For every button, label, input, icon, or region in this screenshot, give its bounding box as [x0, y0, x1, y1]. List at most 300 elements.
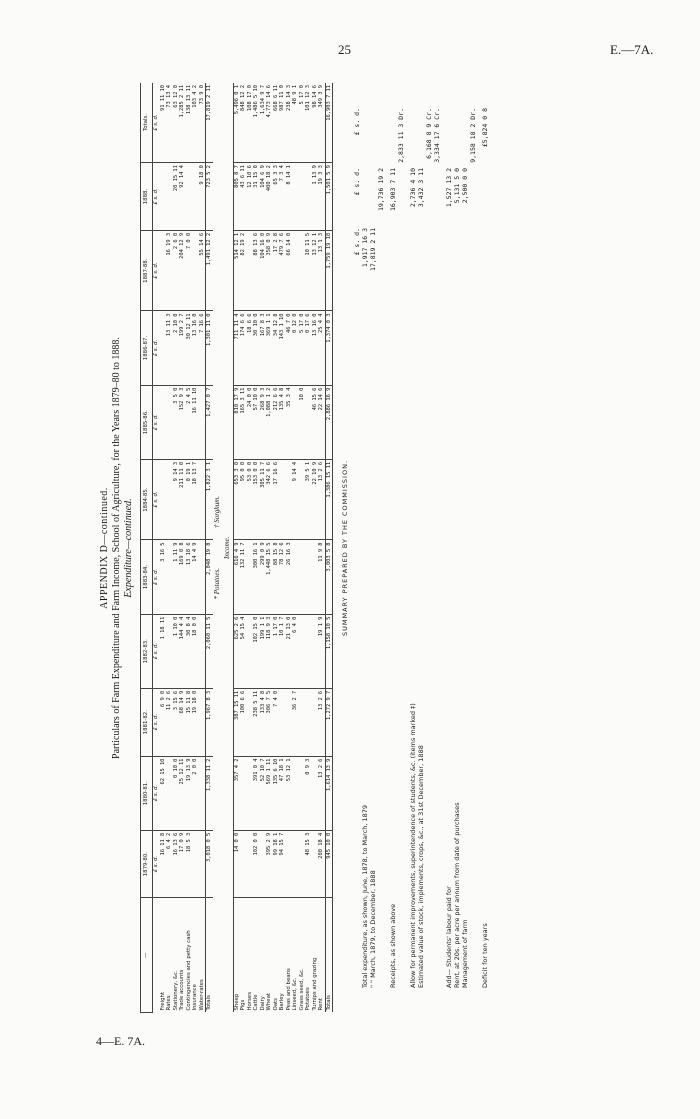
table-cell: 54 15 4 — [240, 614, 247, 688]
table-cell: 987 11 0 — [279, 83, 286, 163]
table-cell: 13 11 3 — [166, 311, 173, 385]
table-cell: 22 10 9 — [312, 459, 319, 540]
row-label: Linseed, &c. — [292, 977, 298, 1011]
summary-amount — [481, 228, 489, 288]
summary-row — [397, 108, 405, 988]
table-cell: 17,819 2 11 — [206, 83, 213, 163]
table-cell: 391 0 4 — [253, 756, 260, 830]
column-header: 1887-88. — [141, 230, 153, 311]
unit-cell: £ s. d. — [153, 540, 160, 614]
summary-amount — [445, 108, 453, 168]
footer-reference: 4—E. 7A. — [96, 1034, 145, 1048]
table-cell: 12 10 6 — [247, 163, 254, 231]
table-cell: 1,374 0 3 — [325, 311, 333, 385]
table-cell: 144 4 4 — [179, 614, 186, 688]
table-cell: 30 10 0 — [253, 311, 260, 385]
row-label: Rent — [318, 998, 324, 1011]
summary-row — [417, 108, 425, 988]
summary-amount — [481, 168, 489, 228]
table-cell: 62 15 10 — [160, 756, 167, 830]
table-cell: 65 3 3 — [273, 163, 280, 231]
table-cell: 82 19 2 — [240, 230, 247, 311]
table-cell: 9 18 0 — [199, 163, 206, 231]
table-cell: 16 13 6 — [173, 830, 180, 898]
summary-section — [341, 108, 489, 988]
table-cell: 91 11 10 — [160, 83, 167, 163]
income-row — [233, 83, 240, 1013]
summary-label: Total expenditure, as shown, June, 1878, to March, 1879 — [361, 804, 369, 988]
table-cell: 2 10 0 — [173, 311, 180, 385]
table-cell: 13 1 3 — [318, 230, 325, 311]
table-cell: 349 3 9 — [318, 83, 325, 163]
summary-amount — [453, 108, 461, 168]
table-cell: 1,427 0 7 — [206, 385, 213, 459]
table-cell: 1,158 10 5 — [325, 614, 333, 688]
row-label: Wheat — [266, 993, 272, 1011]
table-cell: 3,003 5 8 — [325, 540, 333, 614]
table-cell — [199, 385, 206, 459]
summary-unit: £ s. d. — [353, 168, 361, 196]
row-label: Peas and beans — [285, 968, 292, 1011]
column-header: 1886-87. — [141, 311, 153, 385]
unit-cell: £ s. d. — [153, 756, 160, 830]
table-cell: 357 4 2 — [233, 756, 240, 830]
summary-row — [361, 108, 369, 988]
summary-label — [377, 288, 385, 988]
table-cell — [199, 688, 206, 756]
summary-row — [369, 108, 377, 988]
summary-amount: 1,527 13 2 — [445, 168, 453, 208]
summary-amount — [389, 228, 397, 288]
table-cell: 4,773 14 6 — [266, 83, 273, 163]
table-cell: 711 11 4 — [233, 311, 240, 385]
table-cell — [199, 540, 206, 614]
table-cell: 103 4 2 — [192, 83, 199, 163]
table-cell: 14 4 9 — [192, 540, 199, 614]
unit-cell: £ s. d. — [153, 688, 160, 756]
appendix-heading: APPENDIX D—continued. — [99, 487, 110, 609]
table-cell: 2 6 0 — [173, 230, 180, 311]
table-cell: 92 14 4 — [179, 163, 186, 231]
summary-label: Rent, at 20s. per acre per annum from date of purchases — [453, 802, 461, 988]
table-cell: 13 2 6 — [318, 459, 325, 540]
row-label: Pigs — [240, 999, 246, 1011]
table-cell: 3 16 5 — [160, 540, 167, 614]
table-cell: 169 0 8 — [179, 540, 186, 614]
table-cell: 18 0 0 — [192, 614, 199, 688]
table-cell: 299 0 9 — [260, 540, 267, 614]
table-cell: 22 14 6 — [318, 385, 325, 459]
table-cell: 1,448 15 5 — [266, 540, 273, 614]
table-cell: 53 0 0 — [247, 459, 254, 540]
row-label: Trade accounts — [179, 969, 185, 1011]
row-label: Contingencies and petty cash — [185, 930, 192, 1011]
summary-unit: £ s. d. — [353, 108, 361, 136]
table-cell: 43 6 11 — [240, 163, 247, 231]
table-cell — [199, 830, 206, 898]
table-cell: 0 9 3 — [305, 756, 312, 830]
summary-row — [453, 108, 461, 988]
table-cell: 1,272 9 7 — [325, 688, 333, 756]
table-cell: 9 14 4 — [292, 459, 299, 540]
table-cell — [199, 614, 206, 688]
table-cell: 73 13 4 — [166, 83, 173, 163]
table-cell: 104 6 9 — [260, 163, 267, 231]
row-label: Totals — [206, 898, 213, 1013]
summary-amount: 17,819 2 11 — [369, 228, 377, 272]
table-cell: 8 14 1 — [286, 163, 293, 231]
table-cell: 13 16 0 — [192, 311, 199, 385]
table-cell: 174 6 6 — [240, 311, 247, 385]
row-label: Stationery, &c. — [172, 970, 179, 1011]
summary-amount: 9,158 18 2 Dr. — [469, 108, 477, 163]
table-cell: 1,967 8 3 — [206, 688, 213, 756]
table-cell: 1 13 9 — [312, 163, 319, 231]
table-cell: 805 8 7 — [233, 163, 240, 231]
table-cell: 1,088 1 2 — [266, 385, 273, 459]
summary-amount: £5,824 0 8 — [481, 108, 489, 148]
table-cell: 138 13 11 — [186, 83, 193, 163]
income-row — [318, 83, 325, 1013]
summary-label: Management of farm — [461, 919, 469, 988]
table-cell: 34 12 8 — [273, 311, 280, 385]
table-cell: 1,486 5 10 — [253, 83, 260, 163]
summary-label: " " March, 1879, to December, 1888 — [369, 870, 377, 988]
unit-cell: £ s. d. — [153, 83, 160, 163]
table-cell: 653 3 0 — [233, 459, 240, 540]
table-cell: 132 11 7 — [240, 540, 247, 614]
table-cell: 98 14 6 — [312, 83, 319, 163]
table-cell: 18 13 7 — [192, 459, 199, 540]
unit-cell: £ s. d. — [153, 230, 160, 311]
table-cell: 11 9 8 — [318, 540, 325, 614]
table-cell: 1,614 13 9 — [325, 756, 333, 830]
table-cell: 0 12 0 — [292, 311, 299, 385]
table-cell: 395 2 9 — [266, 830, 273, 898]
table-cell: 7 16 6 — [199, 311, 206, 385]
table-cell: 48 9 1 — [292, 83, 299, 163]
summary-rows — [361, 108, 489, 988]
table-cell: 39 5 1 — [305, 459, 312, 540]
table-cell: 723 5 2 — [206, 163, 213, 231]
table-cell: 95 0 0 — [240, 459, 247, 540]
summary-amount — [469, 168, 477, 228]
column-header: 1882-83. — [141, 614, 153, 688]
summary-amount — [433, 168, 441, 228]
table-cell: 1,338 11 2 — [206, 756, 213, 830]
column-header-row — [141, 83, 153, 1013]
table-cell: 53 12 1 — [286, 756, 293, 830]
table-cell: 2,060 11 5 — [206, 614, 213, 688]
table-cell: 16 19 3 — [166, 230, 173, 311]
summary-amount: 2,833 11 3 Dr. — [397, 108, 405, 163]
unit-cell: £ s. d. — [153, 459, 160, 540]
column-header: 1880-81. — [141, 756, 153, 830]
table-cell: 133 4 8 — [260, 688, 267, 756]
summary-row — [425, 108, 433, 988]
table-cell: 152 9 3 — [179, 385, 186, 459]
unit-cell: £ s. d. — [153, 311, 160, 385]
summary-label: Add— Students' labour paid for — [445, 886, 453, 988]
table-cell: 18 5 3 — [186, 830, 193, 898]
table-cell: 211 11 0 — [179, 459, 186, 540]
table-cell: 204 12 9 — [179, 230, 186, 311]
table-cell: 1,285 2 11 — [179, 83, 186, 163]
column-header: Totals. — [141, 83, 153, 163]
table-cell: 569 1 11 — [266, 756, 273, 830]
table-cell: 17 0 9 — [179, 830, 186, 898]
document-title — [99, 68, 135, 1028]
income-totals-row — [325, 83, 333, 1013]
summary-amount — [397, 168, 405, 228]
table-cell: 78 12 6 — [279, 540, 286, 614]
table-cell: 1,491 12 2 — [206, 230, 213, 311]
summary-label — [425, 288, 433, 988]
rotated-table-frame — [99, 68, 489, 1028]
table-cell: 1 11 9 — [173, 540, 180, 614]
table-title: Particulars of Farm Expenditure and Farm Income, School of Agriculture, for the Years 1879–80 to 1888. — [111, 337, 122, 759]
table-cell: 0 19 1 — [186, 459, 193, 540]
table-cell: 30 8 4 — [186, 614, 193, 688]
table-cell: 238 5 11 — [253, 688, 260, 756]
table-cell: 1,386 15 11 — [325, 459, 333, 540]
table-cell: 73 9 0 — [199, 83, 206, 163]
table-cell: 13 2 6 — [318, 688, 325, 756]
summary-label — [433, 288, 441, 988]
summary-label — [397, 288, 405, 988]
summary-amount — [377, 108, 385, 168]
table-cell: 10 0 — [299, 385, 306, 459]
table-cell: 35 3 4 — [286, 385, 293, 459]
summary-amount — [445, 228, 453, 288]
table-cell: 135 6 10 — [273, 756, 280, 830]
summary-amount — [417, 108, 425, 168]
summary-row — [461, 108, 469, 988]
table-cell: 268 9 3 — [260, 385, 267, 459]
table-cell — [199, 459, 206, 540]
table-cell: 514 12 1 — [233, 230, 240, 311]
table-cell: 165 3 11 — [240, 385, 247, 459]
table-cell: 369 1 1 — [266, 311, 273, 385]
table-cell: 5,496 0 1 — [233, 83, 240, 163]
table-cell: 2,048 19 8 — [206, 540, 213, 614]
table-cell: 14 0 0 — [233, 830, 240, 898]
table-cell: 7 0 0 — [186, 230, 193, 311]
table-cell: 1 10 0 — [173, 614, 180, 688]
column-header: 1884-85. — [141, 459, 153, 540]
row-label: Insurance — [192, 984, 198, 1011]
table-cell: 118 9 3 — [266, 614, 273, 688]
table-cell: 616 4 9 — [233, 540, 240, 614]
summary-amount — [425, 228, 433, 288]
column-header: 1881-82. — [141, 688, 153, 756]
table-cell: 200 18 4 — [318, 830, 325, 898]
table-cell: 13 12 1 — [312, 230, 319, 311]
summary-amount: 16,903 7 11 — [389, 168, 397, 212]
income-heading: Income. — [223, 536, 232, 559]
table-cell: 102 0 0 — [253, 830, 260, 898]
column-header: 1885-86. — [141, 385, 153, 459]
table-cell: 21 13 0 — [286, 614, 293, 688]
table-cell: 19 1 9 — [318, 614, 325, 688]
row-label: Horses — [246, 991, 253, 1011]
unit-cell: £ s. d. — [153, 614, 160, 688]
table-cell: 94 15 7 — [279, 830, 286, 898]
table-cell: 212 6 6 — [273, 385, 280, 459]
table-cell: 3 15 6 — [173, 688, 180, 756]
table-cell: 1,301 11 0 — [206, 311, 213, 385]
income-heading-row — [223, 83, 234, 1013]
summary-amount — [469, 228, 477, 288]
table-cell: 1,501 5 9 — [325, 163, 333, 231]
table-cell: 68 14 9 — [179, 688, 186, 756]
row-label: Potatoes — [305, 987, 311, 1011]
table-cell: 0 10 0 — [173, 756, 180, 830]
table-cell: 47 18 1 — [279, 756, 286, 830]
row-label: Rates — [166, 995, 172, 1011]
table-cell: 0 17 6 — [305, 311, 312, 385]
table-cell: 810 17 9 — [233, 385, 240, 459]
table-cell: 48 15 3 — [305, 830, 312, 898]
unit-cell: £ s. d. — [153, 385, 160, 459]
table-cell: 3 5 0 — [173, 385, 180, 459]
table-cell: 6 9 0 — [160, 688, 167, 756]
table-cell: 102 15 0 — [253, 614, 260, 688]
summary-heading: SUMMARY PREPARED BY THE COMMISSION. — [341, 459, 349, 637]
table-cell: 1,759 19 10 — [325, 230, 333, 311]
summary-amount — [397, 228, 405, 288]
table-cell: 479 7 6 — [279, 230, 286, 311]
summary-amount — [461, 228, 469, 288]
summary-amount — [461, 108, 469, 168]
row-label: Sheep — [233, 898, 240, 1013]
column-header: 1883-84. — [141, 540, 153, 614]
row-label: Water-rates — [198, 979, 205, 1011]
summary-row — [445, 108, 453, 988]
table-cell: 52 10 7 — [260, 756, 267, 830]
units-row — [153, 83, 160, 1013]
table-cell: 300 16 1 — [253, 540, 260, 614]
table-cell: 19 13 9 — [186, 756, 193, 830]
table-cell: 848 12 2 — [240, 83, 247, 163]
table-cell: 3,018 0 5 — [206, 830, 213, 898]
table-cell: 143 1 10 — [279, 311, 286, 385]
table-cell: 1,822 3 1 — [206, 459, 213, 540]
table-cell: 2 4 5 — [186, 385, 193, 459]
table-cell: 25 12 11 — [179, 756, 186, 830]
summary-amount — [417, 228, 425, 288]
footnote: * Potatoes. — [213, 568, 222, 600]
table-cell: 945 10 0 — [325, 830, 333, 898]
table-cell: 46 7 0 — [286, 311, 293, 385]
summary-row — [409, 108, 417, 988]
table-cell: 2 0 0 — [192, 756, 199, 830]
table-cell: 104 16 0 — [260, 230, 267, 311]
summary-amount — [361, 108, 369, 168]
table-cell: 13 2 6 — [318, 756, 325, 830]
table-cell: 668 6 11 — [273, 83, 280, 163]
table-cell: 199 2 7 — [179, 311, 186, 385]
table-cell: 11 2 6 — [166, 688, 173, 756]
table-cell: 19 18 0 — [192, 688, 199, 756]
table-cell: 305 11 7 — [260, 459, 267, 540]
table-cell: 101 12 3 — [305, 83, 312, 163]
farm-accounts-table — [140, 83, 333, 1013]
summary-units-row — [353, 108, 361, 988]
table-cell: 199 1 1 — [260, 614, 267, 688]
summary-row — [389, 108, 397, 988]
row-label: Dairy — [259, 996, 266, 1011]
summary-label: Estimated value of stock, implements, crops, &c., at 31st December, 1888 — [417, 745, 425, 988]
table-cell: 342 6 6 — [266, 459, 273, 540]
column-header: — — [141, 898, 153, 1013]
page-number: 25 — [338, 42, 351, 57]
table-cell: 9 14 3 — [173, 459, 180, 540]
summary-row — [433, 108, 441, 988]
table-cell: 6 4 2 — [166, 830, 173, 898]
expenditure-heading: Expenditure—continued. — [123, 498, 134, 598]
table-cell: 19 3 3 — [318, 163, 325, 231]
table-cell: 13 16 0 — [312, 311, 319, 385]
summary-amount — [409, 108, 417, 168]
summary-amount — [425, 168, 433, 228]
table-cell: 24 0 0 — [247, 385, 254, 459]
table-cell: 100 6 6 — [240, 688, 247, 756]
summary-label: Deficit for ten years — [481, 923, 489, 988]
table-cell: 2,886 16 9 — [325, 385, 333, 459]
row-label: Freight — [159, 991, 166, 1011]
summary-amount: 2,736 4 10 — [409, 168, 417, 208]
summary-amount: 2,500 0 0 — [461, 168, 469, 204]
unit-cell: £ s. d. — [153, 830, 160, 898]
table-cell: 63 12 0 — [173, 83, 180, 163]
summary-row — [469, 108, 477, 988]
table-cell: 387 15 11 — [233, 688, 240, 756]
summary-amount — [433, 228, 441, 288]
table-cell: 55 14 6 — [199, 230, 206, 311]
summary-amount: 19,736 19 2 — [377, 168, 385, 212]
table-cell: 57 10 0 — [253, 385, 260, 459]
row-label: Totals — [325, 898, 333, 1013]
summary-label — [469, 288, 477, 988]
table-cell: 36 2 7 — [292, 688, 299, 756]
expenditure-totals-row — [206, 83, 213, 1013]
table-cell: 16 11 8 — [160, 830, 167, 898]
summary-amount — [389, 108, 397, 168]
row-label: Grass seed, &c. — [298, 968, 305, 1011]
summary-amount — [377, 228, 385, 288]
table-body — [153, 83, 333, 1013]
unit-cell: £ s. d. — [153, 163, 160, 231]
row-label: Barley — [279, 993, 285, 1011]
table-cell: 16,903 7 11 — [325, 83, 333, 163]
summary-amount: 3,334 17 6 Cr. — [433, 108, 441, 163]
summary-amount: 5,131 5 0 — [453, 168, 461, 204]
table-cell: 108 17 0 — [247, 83, 254, 163]
summary-amount — [361, 168, 369, 228]
column-header: 1879-80. — [141, 830, 153, 898]
table-cell: 10 1 7 — [279, 614, 286, 688]
summary-amount: 6,168 8 9 Cr. — [425, 108, 433, 159]
summary-amount — [369, 108, 377, 168]
table-cell: 20 15 11 — [173, 163, 180, 231]
summary-row — [481, 108, 489, 988]
table-cell: 5 17 0 — [299, 83, 306, 163]
table-cell: 625 2 6 — [233, 614, 240, 688]
table-cell: 18 6 6 — [247, 311, 254, 385]
table-cell: 66 14 0 — [286, 230, 293, 311]
table-cell: 15 11 8 — [186, 688, 193, 756]
